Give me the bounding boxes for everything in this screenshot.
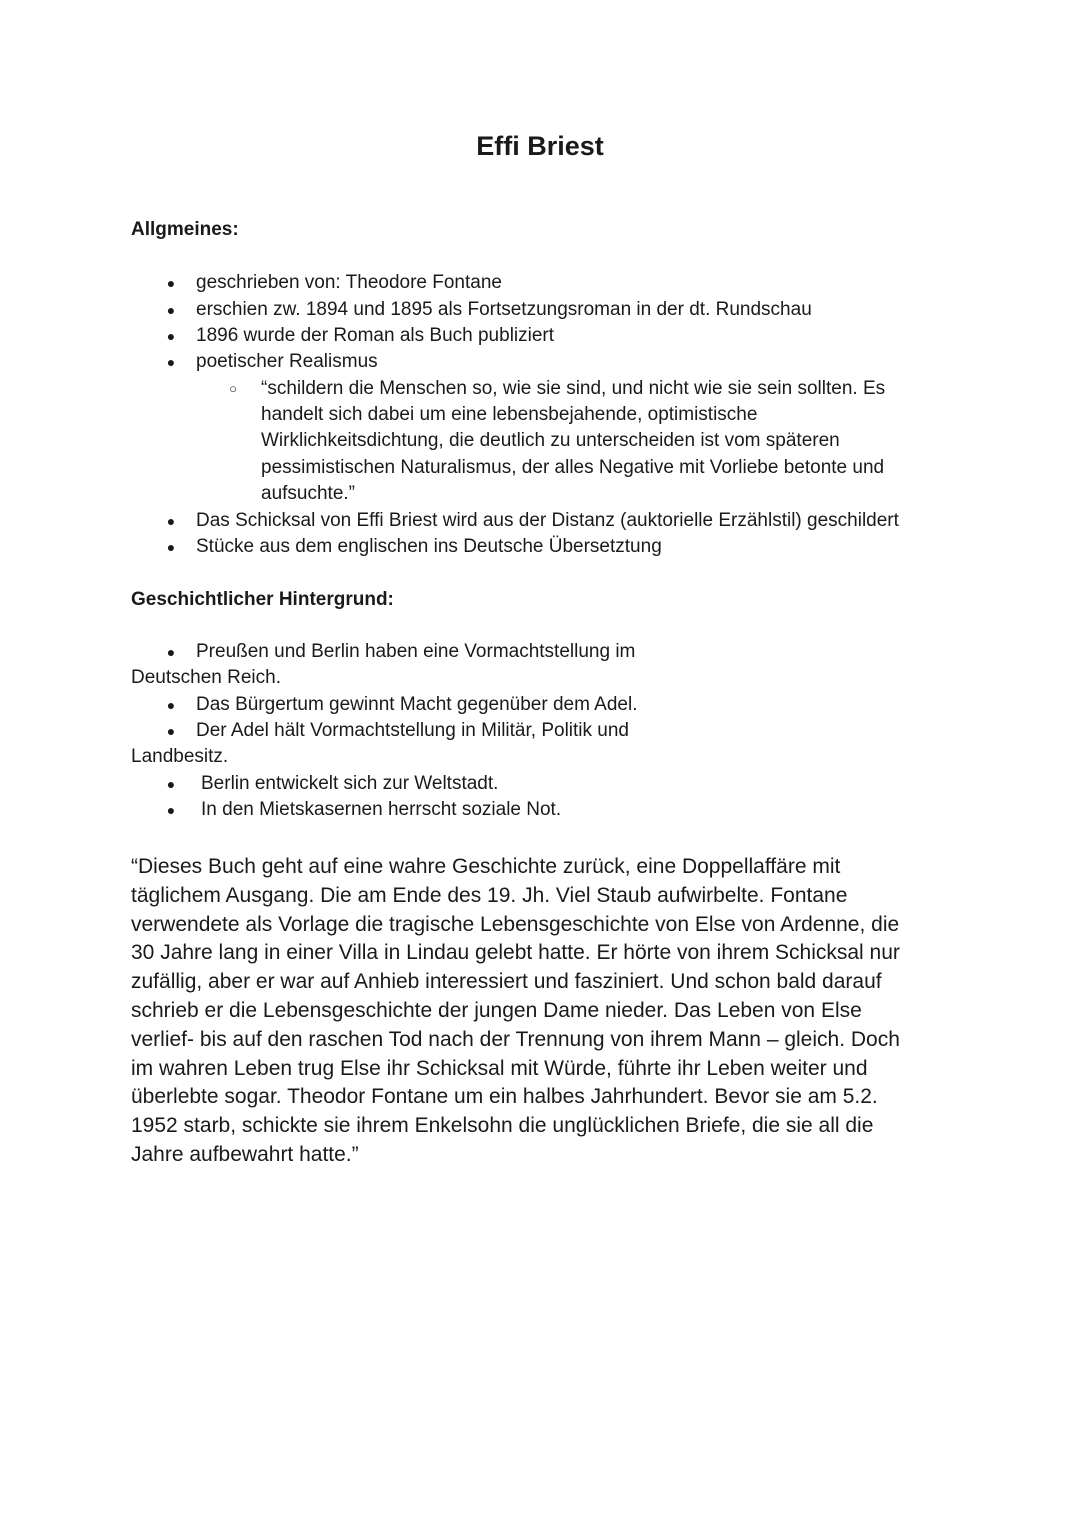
quote-paragraph (131, 853, 951, 1170)
list-item: Stücke aus dem englischen ins Deutsche Übersetztung (196, 536, 662, 557)
sub-list-item-line: Wirklichkeitsdichtung, die deutlich zu unterscheiden ist vom späteren (261, 430, 840, 451)
list-item: poetischer Realismus (196, 351, 378, 372)
quote-line: schrieb er die Lebensgeschichte der jungen Dame nieder. Das Leben von Else (131, 998, 862, 1022)
quote-line: Jahre aufbewahrt hatte.” (131, 1142, 359, 1166)
bullet-icon: ● (166, 723, 176, 739)
list-item: Preußen und Berlin haben eine Vormachtstellung im (196, 641, 636, 662)
quote-line: im wahren Leben trug Else ihr Schicksal mit Würde, führte ihr Leben weiter und (131, 1056, 868, 1080)
list-item: In den Mietskasernen herrscht soziale Not. (201, 799, 562, 820)
bullet-icon: ● (166, 354, 176, 370)
bullet-icon: ● (166, 776, 176, 792)
sub-list-item-line: pessimistischen Naturalismus, der alles Negative mit Vorliebe betonte und (261, 457, 885, 478)
quote-line: verwendete als Vorlage die tragische Lebensgeschichte von Else von Ardenne, die (131, 912, 900, 936)
bullet-icon: ● (166, 302, 176, 318)
quote-line: zufällig, aber er war auf Anhieb interessiert und fasziniert. Und schon bald darauf (131, 970, 882, 994)
bullet-icon: ● (166, 328, 176, 344)
sub-list-item-line: aufsuchte.” (261, 483, 355, 504)
bullet-icon: ● (166, 513, 176, 529)
list-item: Das Schicksal von Effi Briest wird aus der Distanz (auktorielle Erzählstil) geschildert (196, 510, 899, 531)
list-item: geschrieben von: Theodore Fontane (196, 272, 502, 293)
bullet-icon: ● (166, 697, 176, 713)
list-item: Der Adel hält Vormachtstellung in Militär, Politik und (196, 720, 629, 741)
hollow-bullet-icon: ○ (229, 381, 237, 396)
list-item-continuation: Deutschen Reich. (131, 667, 281, 688)
quote-line: täglichem Ausgang. Die am Ende des 19. Jh. Viel Staub aufwirbelte. Fontane (131, 883, 848, 907)
section-heading-hintergrund: Geschichtlicher Hintergrund: (131, 589, 394, 610)
list-item: Das Bürgertum gewinnt Macht gegenüber dem Adel. (196, 694, 638, 715)
quote-line: überlebte sogar. Theodor Fontane um ein halbes Jahrhundert. Bevor sie am 5.2. (131, 1085, 878, 1109)
bullet-icon: ● (166, 275, 176, 291)
section-heading-allgemeines: Allgmeines: (131, 219, 239, 240)
quote-line: verlief- bis auf den raschen Tod nach der Trennung von ihrem Mann – gleich. Doch (131, 1027, 900, 1051)
sub-list-item-line: handelt sich dabei um eine lebensbejahende, optimistische (261, 404, 758, 425)
list-item: erschien zw. 1894 und 1895 als Fortsetzungsroman in der dt. Rundschau (196, 299, 812, 320)
sub-list-item-line: “schildern die Menschen so, wie sie sind, und nicht wie sie sein sollten. Es (261, 378, 886, 399)
list-item: Berlin entwickelt sich zur Weltstadt. (201, 773, 499, 794)
quote-line: “Dieses Buch geht auf eine wahre Geschichte zurück, eine Doppellaffäre mit (131, 855, 841, 878)
bullet-icon: ● (166, 539, 176, 555)
bullet-icon: ● (166, 802, 176, 818)
document-title: Effi Briest (476, 131, 604, 161)
list-item-continuation: Landbesitz. (131, 746, 229, 767)
quote-line: 1952 starb, schickte sie ihrem Enkelsohn die unglücklichen Briefe, die sie all die (131, 1114, 874, 1138)
list-item: 1896 wurde der Roman als Buch publiziert (196, 325, 555, 346)
bullet-icon: ● (166, 644, 176, 660)
quote-line: 30 Jahre lang in einer Villa in Lindau gelebt hatte. Er hörte von ihrem Schicksal nur (131, 941, 900, 965)
